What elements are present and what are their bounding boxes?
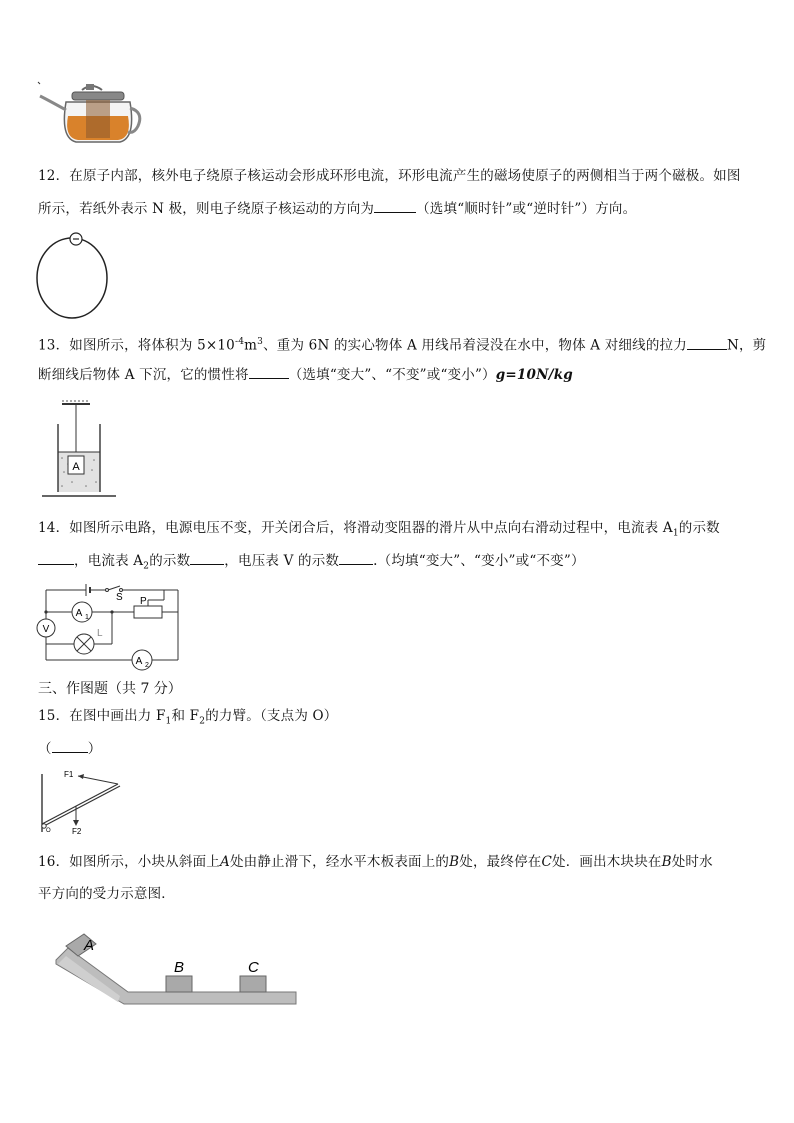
q16-line2: 平方向的受力示意图．: [38, 886, 175, 902]
q16-text-a: 16．如图所示，小块从斜面上: [38, 854, 220, 870]
q15-line1: [38, 706, 338, 732]
q13-answer-blank-1[interactable]: [687, 335, 727, 350]
q13-text-e: 断细线后物体 A 下沉，它的惯性将: [38, 367, 249, 383]
incline-figure: [44, 920, 314, 1028]
q12-text-a: 所示，若纸外表示 N 极，则电子绕原子核运动的方向为: [38, 201, 375, 217]
q14-text-e: ，电压表 V 的示数: [224, 553, 340, 569]
incline-label-c: C: [248, 959, 259, 976]
q14-line2: [38, 550, 585, 577]
q15-text-c: 的力臂。（支点为 O）: [205, 708, 338, 724]
q13-line1: [38, 332, 766, 356]
q14-sub-1: 1: [672, 528, 679, 539]
q15-text-b: 和 F: [171, 708, 200, 724]
q15-answer-line: [38, 738, 101, 759]
q14-answer-blank-1[interactable]: [38, 550, 74, 565]
q16-point-b: B: [449, 854, 460, 870]
q13-text-a: 13．如图所示，将体积为 5×10: [38, 337, 235, 354]
q14-text-a: 14．如图所示电路，电源电压不变，开关闭合后，将滑动变阻器的滑片从中点向右滑动过程中，电流表 A: [38, 520, 673, 536]
beaker-label-a: A: [72, 461, 80, 473]
q16-text-d: 处．画出木块块在: [552, 854, 662, 870]
q13-line2: [38, 364, 573, 385]
q15-answer-blank[interactable]: [52, 738, 88, 753]
q13-unit-exponent: 3: [257, 337, 264, 347]
q16-text-c: 处，最终停在: [459, 854, 542, 870]
atom-orbit-figure: [34, 228, 114, 322]
q13-text-d: N，剪: [726, 337, 767, 354]
q14-text-c: ，电流表 A: [74, 553, 144, 569]
q15-sub-2: 2: [199, 716, 206, 727]
q15-text-a: 15．在图中画出力 F: [38, 708, 166, 724]
q14-answer-blank-3[interactable]: [339, 550, 373, 565]
q16-text-e: 处时水: [671, 854, 713, 870]
beaker-figure: [38, 398, 128, 502]
q12-text-b: （选填“顺时针”或“逆时针”）方向。: [416, 201, 637, 217]
q13-text-c: 、重为 6N 的实心物体 A 用线吊着浸没在水中，物体 A 对细线的拉力: [263, 337, 687, 354]
circuit-figure: [34, 582, 184, 669]
q12-line2: [38, 198, 636, 219]
q13-answer-blank-2[interactable]: [249, 364, 289, 379]
q16-line1: [38, 852, 713, 872]
circuit-ammeter1-label: A: [75, 608, 83, 619]
q13-exponent: -4: [234, 337, 245, 347]
q13-unit: m: [244, 337, 258, 354]
q15-paren-open: （: [38, 741, 52, 757]
q14-text-b: 的示数: [678, 520, 720, 536]
q16-point-c: C: [541, 854, 552, 870]
incline-label-b: B: [174, 959, 185, 976]
lever-f2-label: F2: [72, 827, 82, 836]
q14-sub-2: 2: [143, 561, 150, 572]
q16-point-a: A: [219, 854, 230, 870]
q12-answer-blank[interactable]: [374, 198, 416, 213]
q13-text-f: （选填“变大”、“不变”或“变小”）: [288, 367, 496, 383]
circuit-switch-label: S: [116, 592, 123, 603]
q16-point-b2: B: [661, 854, 672, 870]
q15-sub-1: 1: [165, 716, 172, 727]
lever-f1-label: F1: [64, 770, 74, 779]
lever-o-label: O: [46, 828, 51, 834]
q12-line1: 12．在原子内部，核外电子绕原子核运动会形成环形电流，环形电流产生的磁场使原子的两侧相当于两个磁极。如图: [38, 168, 741, 184]
teapot-figure: [34, 78, 144, 150]
lever-figure: [36, 770, 126, 836]
q15-paren-close: ）: [87, 741, 102, 757]
circuit-ammeter2-label: A: [135, 656, 143, 667]
q14-text-d: 的示数: [149, 553, 191, 569]
section-3-title: 三、作图题（共 7 分）: [38, 681, 182, 697]
q14-text-f: .（均填“变大”、“变小”或“不变”）: [373, 553, 585, 569]
circuit-voltmeter-label: V: [42, 624, 50, 635]
circuit-ammeter2-sub: 2: [145, 662, 149, 669]
circuit-lamp-label: L: [97, 628, 103, 639]
q14-line1: [38, 518, 720, 544]
q16-text-b: 处由静止滑下，经水平木板表面上的: [229, 854, 450, 870]
q14-answer-blank-2[interactable]: [190, 550, 224, 565]
q13-g-value: g=10N/kg: [495, 367, 573, 383]
circuit-ammeter1-sub: 1: [85, 614, 89, 621]
incline-label-a: A: [84, 937, 95, 954]
circuit-slider-label: P: [140, 596, 147, 607]
